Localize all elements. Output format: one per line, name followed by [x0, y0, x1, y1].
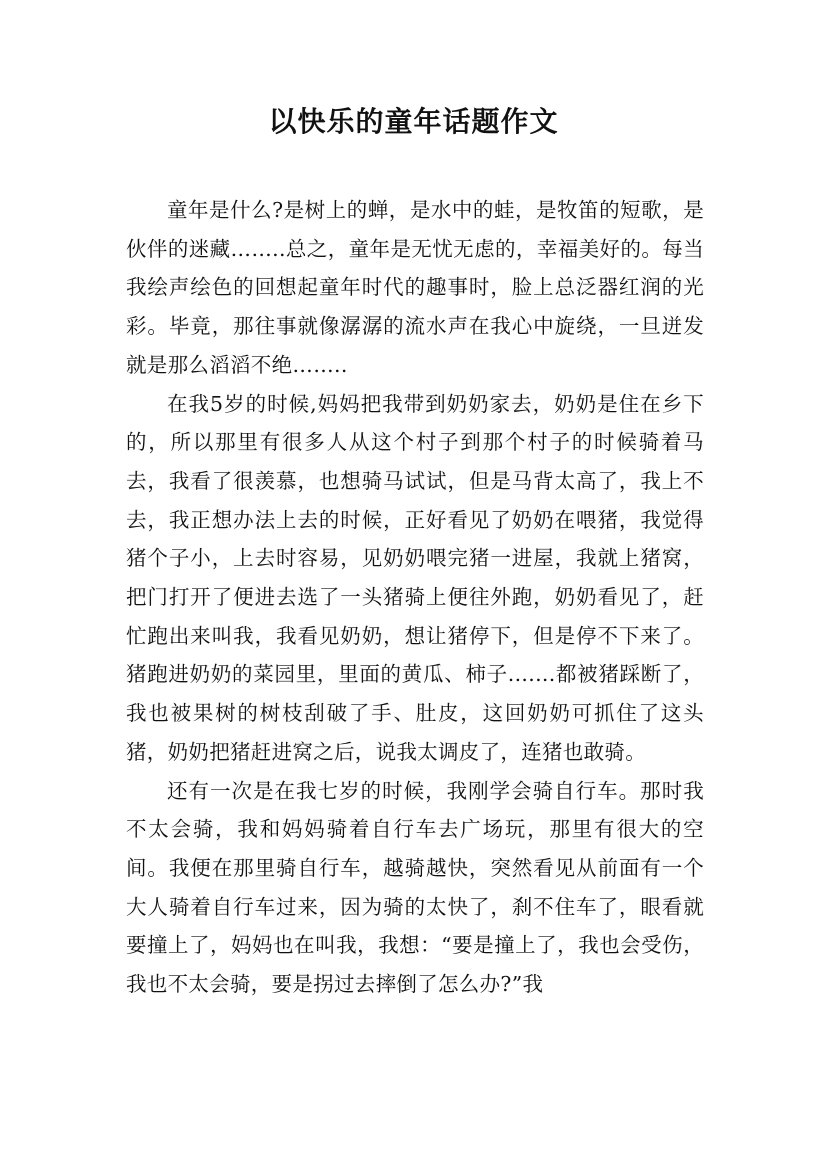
document-body [126, 191, 704, 1004]
paragraph-1: 童年是什么?是树上的蝉，是水中的蛙，是牧笛的短歌，是伙伴的迷藏……..总之，童年是无忧无虑的，幸福美好的。每当我绘声绘色的回想起童年时代的趣事时，脸上总泛器红润的光彩。毕竟，那往事就像潺潺的流水声在我心中旋绕，一旦迸发就是那么滔滔不绝…….. [126, 198, 704, 377]
document-title: 以快乐的童年话题作文 [268, 105, 559, 138]
paragraph-2: 在我5岁的时候,妈妈把我带到奶奶家去，奶奶是住在乡下的，所以那里有很多人从这个村子到那个村子的时候骑着马去，我看了很羡慕，也想骑马试试，但是马背太高了，我上不去，我正想办法上去的时候，正好看见了奶奶在喂猪，我觉得猪个子小，上去时容易，见奶奶喂完猪一进屋，我就上猪窝，把门打开了便进去选了一头猪骑上便往外跑，奶奶看见了，赶忙跑出来叫我，我看见奶奶，想让猪停下，但是停不下来了。猪跑进奶奶的菜园里，里面的黄瓜、柿子.......都被猪踩断了，我也被果树的树枝刮破了手、肚皮，这回奶奶可抓住了这头猪，奶奶把猪赶进窝之后，说我太调皮了，连猪也敢骑。 [126, 391, 704, 764]
paragraph-3: 还有一次是在我七岁的时候，我刚学会骑自行车。那时我不太会骑，我和妈妈骑着自行车去广场玩，那里有很大的空间。我便在那里骑自行车，越骑越快，突然看见从前面有一个大人骑着自行车过来，因为骑的太快了，刹不住车了，眼看就要撞上了，妈妈也在叫我，我想：“要是撞上了，我也会受伤，我也不太会骑，要是拐过去摔倒了怎么办?”我 [126, 778, 704, 997]
